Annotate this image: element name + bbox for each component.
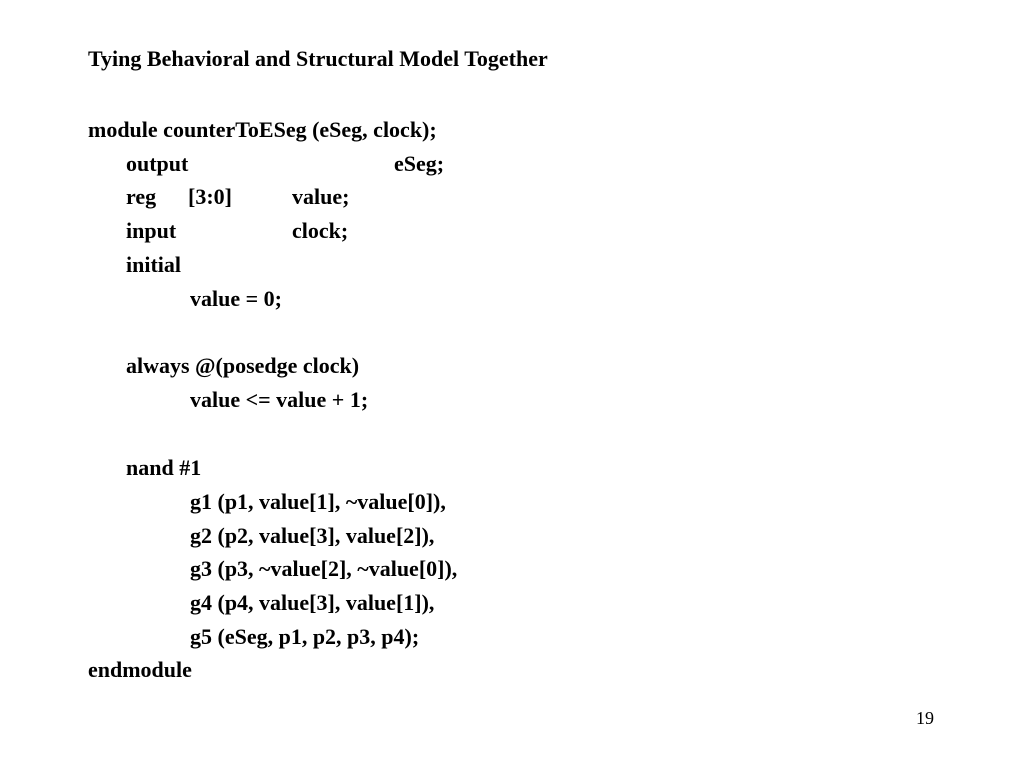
slide-title: Tying Behavioral and Structural Model Together [88,46,548,71]
gate-instance: g1 (p1, value[1], ~value[0]), [190,489,446,514]
endmodule-keyword: endmodule [88,657,192,682]
reg-keyword: reg [126,184,157,209]
output-declaration [126,150,445,178]
gate-instance: g2 (p2, value[3], value[2]), [190,523,435,548]
gate-instance: g4 (p4, value[3], value[1]), [190,590,435,615]
input-keyword: input [126,218,177,243]
initial-statement: value = 0; [190,286,282,311]
always-block: always @(posedge clock) [126,353,360,378]
gate-instance: g5 (eSeg, p1, p2, p3, p4); [190,624,420,649]
output-keyword: output [126,151,189,176]
initial-keyword: initial [126,252,182,277]
output-name: eSeg; [394,151,445,176]
always-statement: value <= value + 1; [190,387,369,412]
reg-name: value; [292,184,350,209]
nand-declaration: nand #1 [126,455,202,480]
module-declaration: module counterToESeg (eSeg, clock); [88,117,437,142]
reg-declaration [126,183,350,211]
input-declaration [126,217,349,245]
page-number: 19 [916,708,934,728]
input-name: clock; [292,218,349,243]
gate-instance: g3 (p3, ~value[2], ~value[0]), [190,556,458,581]
reg-range: [3:0] [188,184,232,209]
